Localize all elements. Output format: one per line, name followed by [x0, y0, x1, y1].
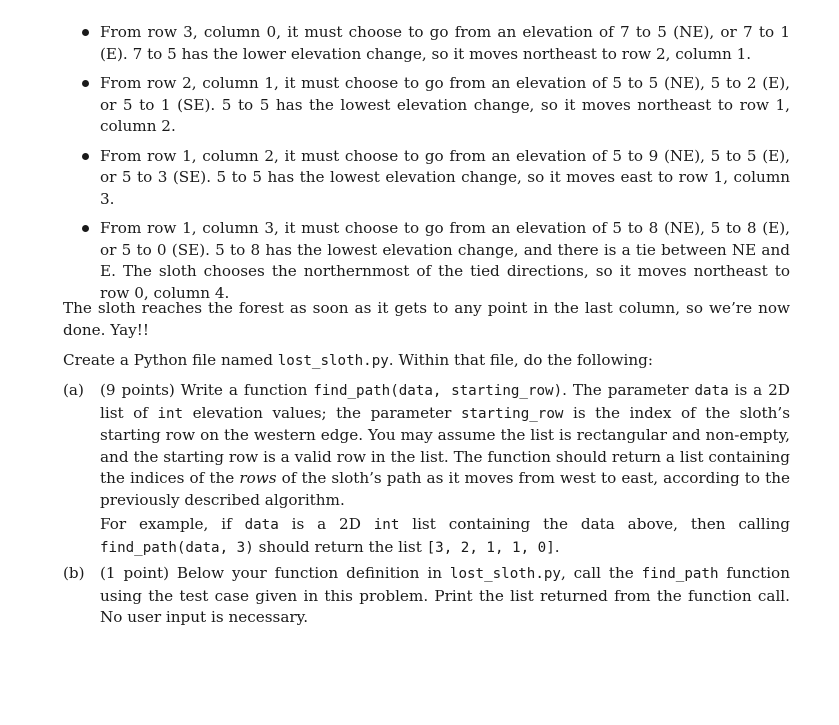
- filename-code: lost_sloth.py: [449, 566, 561, 582]
- text: should return the list: [253, 537, 427, 556]
- text: , call the: [560, 564, 642, 582]
- instructions-paragraph: [63, 350, 790, 373]
- bullet-icon: [82, 29, 89, 36]
- text: (1 point) Below your function definition in: [100, 564, 450, 582]
- text: of the sloth’s path as it moves from west to east, according to the previously described algorithm.: [100, 469, 790, 509]
- function-name-code: find_path: [641, 566, 719, 582]
- bullet-text: From row 1, column 3, it must choose to go from an elevation of 5 to 8 (NE), 5 to 8 (E), or 5 to 0 (SE). 5 to 8 has the lowest elevation change, and there is a tie between NE and E. The sloth chooses the northernmost of the tied directions, so it moves northeast to row 0, column 4.: [100, 219, 790, 302]
- text: is the index of the sloth’s starting row on the western edge. You may assume the list is rectangular and non-empty, and the starting row is a valid row in the list. The function should return a list containing the indices of the: [100, 403, 790, 487]
- bullet-icon: [82, 80, 89, 87]
- text: is a 2D: [278, 515, 374, 533]
- bullet-list: [100, 22, 790, 312]
- list-item: [100, 146, 790, 211]
- conclusion-paragraph: The sloth reaches the forest as soon as it gets to any point in the last column, so we’re now done. Yay!!: [63, 299, 790, 339]
- bullet-text: From row 1, column 2, it must choose to go from an elevation of 5 to 9 (NE), 5 to 5 (E), or 5 to 3 (SE). 5 to 5 has the lowest elevation change, so it moves east to row 1, column 3.: [100, 146, 790, 208]
- text: .: [554, 537, 560, 556]
- param-code: data: [244, 517, 279, 533]
- type-code: int: [157, 405, 184, 422]
- bullet-icon: [82, 225, 89, 232]
- call-code: find_path(data, 3): [100, 539, 254, 556]
- part-a: [63, 380, 790, 559]
- filename-code: lost_sloth.py: [277, 353, 389, 369]
- text: elevation values; the parameter: [183, 403, 461, 422]
- text: list containing the data above, then calling: [399, 515, 790, 533]
- text: function using the test case given in this problem. Print the list returned from the function call. No user input is necessary.: [100, 564, 790, 626]
- bullet-icon: [82, 153, 89, 160]
- bullet-text: From row 2, column 1, it must choose to go from an elevation of 5 to 5 (NE), 5 to 2 (E), or 5 to 1 (SE). 5 to 5 has the lowest elevation change, so it moves northeast to row 1, column 2.: [100, 74, 790, 135]
- type-code: int: [373, 517, 400, 533]
- text: is a 2D list of: [100, 381, 790, 422]
- part-b: [63, 563, 790, 629]
- text: . The parameter: [562, 381, 695, 399]
- param-code: starting_row: [460, 405, 564, 422]
- part-b-label: (b): [63, 564, 85, 582]
- text: . Within that file, do the following:: [388, 351, 653, 369]
- part-a-body: [100, 380, 790, 511]
- emphasis-text: rows: [239, 469, 277, 487]
- part-b-body: [100, 563, 790, 629]
- text: (9 points) Write a function: [100, 381, 314, 399]
- list-item: [100, 218, 790, 304]
- function-signature-code: find_path(data, starting_row): [313, 383, 563, 399]
- part-a-example: [100, 514, 790, 559]
- bullet-text: From row 3, column 0, it must choose to go from an elevation of 7 to 5 (NE), or 7 to 1 (E). 7 to 5 has the lower elevation change, so it moves northeast to row 2, column 1.: [100, 23, 790, 63]
- part-a-label: (a): [63, 381, 84, 399]
- text: For example, if: [100, 515, 245, 533]
- list-item: [100, 73, 790, 138]
- list-item: [100, 22, 790, 65]
- text: Create a Python file named: [63, 351, 278, 369]
- result-code: [3, 2, 1, 1, 0]: [426, 539, 555, 556]
- param-code: data: [694, 383, 729, 399]
